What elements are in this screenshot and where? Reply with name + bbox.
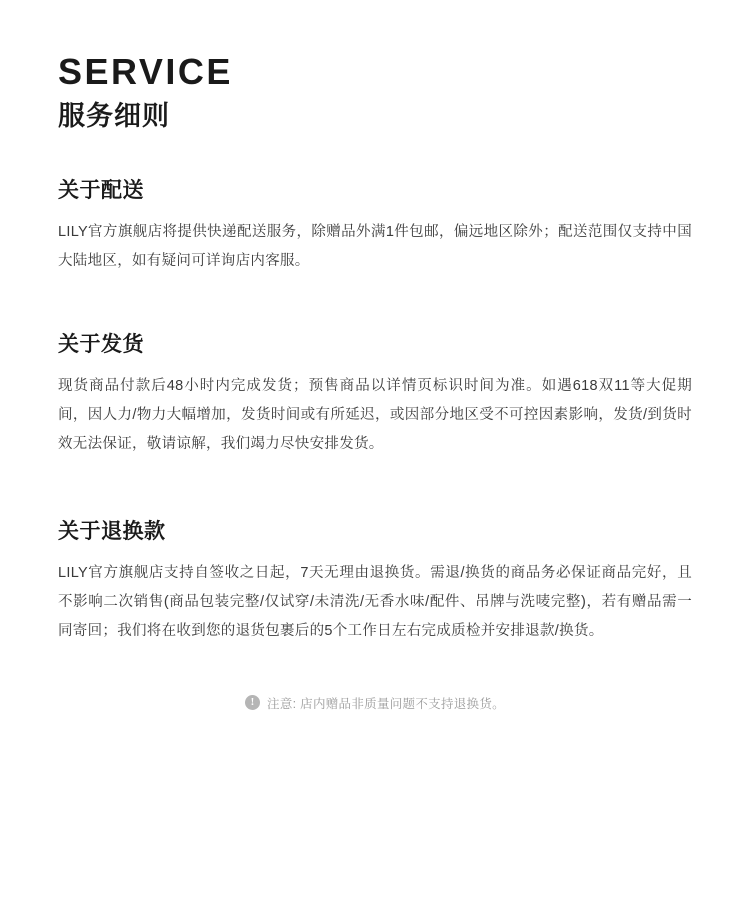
section-returns-heading: 关于退换款 bbox=[58, 519, 166, 543]
page-title-chinese: 服务细则 bbox=[58, 100, 170, 131]
section-shipping bbox=[58, 328, 692, 459]
section-returns bbox=[58, 515, 692, 646]
section-shipping-heading: 关于发货 bbox=[58, 332, 144, 356]
section-shipping-body: 现货商品付款后48小时内完成发货；预售商品以详情页标识时间为准。如遇618双11等大促期间，因人力/物力大幅增加，发货时间或有所延迟，或因部分地区受不可控因素影响，发货/到货时效无法保证，敬请谅解，我们竭力尽快安排发货。 bbox=[58, 377, 692, 452]
section-delivery bbox=[58, 174, 692, 276]
section-delivery-body: LILY官方旗舰店将提供快递配送服务，除赠品外满1件包邮，偏远地区除外；配送范围仅支持中国大陆地区，如有疑问可详询店内客服。 bbox=[58, 223, 692, 269]
section-returns-body: LILY官方旗舰店支持自签收之日起，7天无理由退换货。需退/换货的商品务必保证商品完好，且不影响二次销售(商品包装完整/仅试穿/未清洗/无香水味/配件、吊牌与洗唛完整)，若有赠品需一同寄回；我们将在收到您的退货包裹后的5个工作日左右完成质检并安排退款/换货。 bbox=[58, 564, 692, 639]
section-delivery-heading: 关于配送 bbox=[58, 178, 144, 202]
footer-note-text: 注意: 店内赠品非质量问题不支持退换货。 bbox=[267, 696, 505, 711]
footer-note bbox=[58, 694, 692, 712]
exclamation-icon: ! bbox=[245, 695, 260, 710]
page-title-english: SERVICE bbox=[58, 51, 233, 92]
